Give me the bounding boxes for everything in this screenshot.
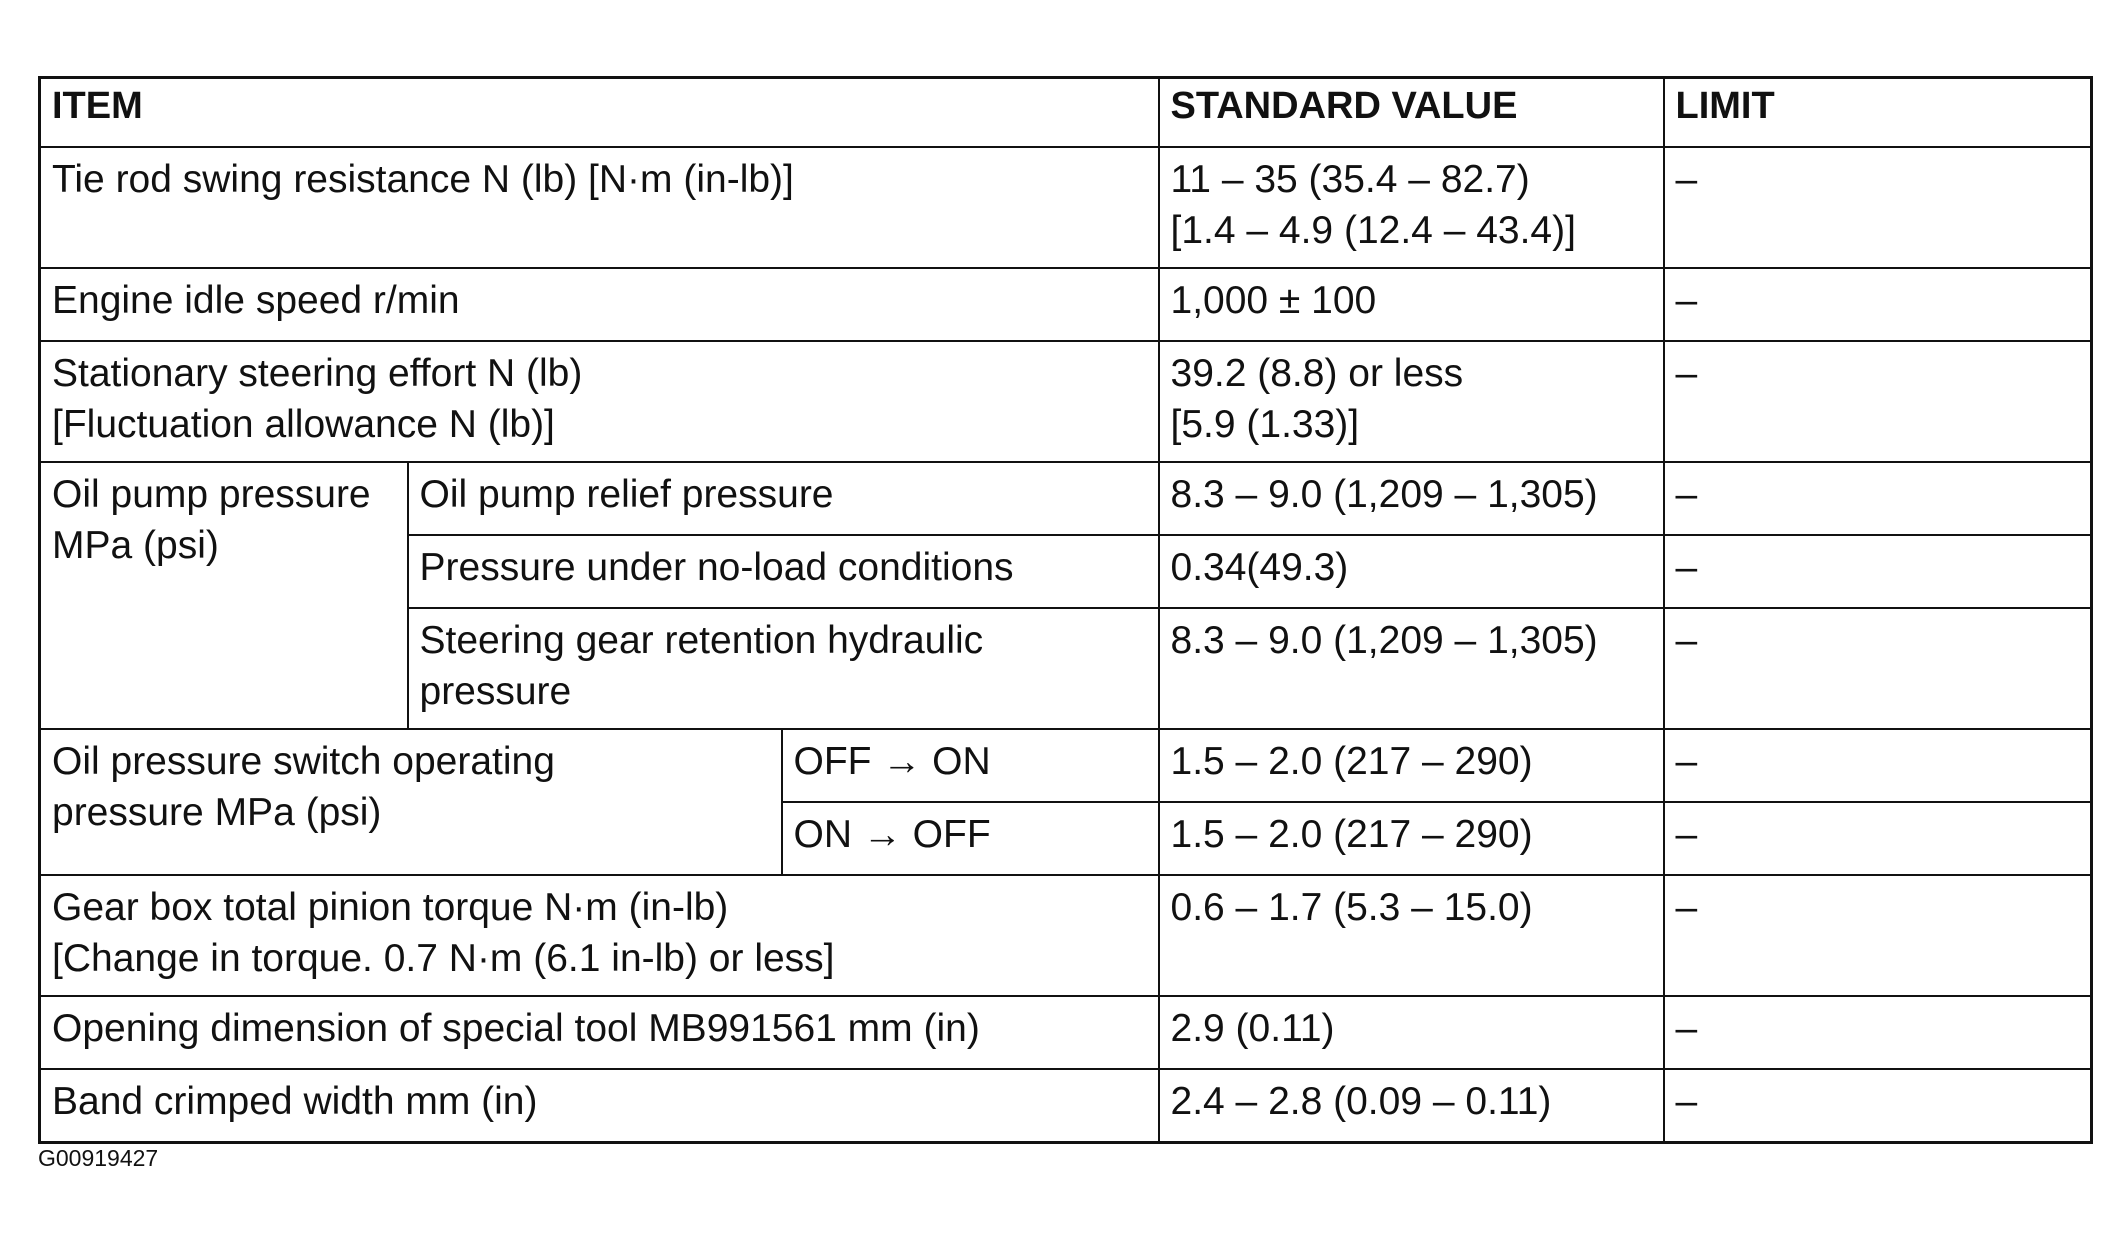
item-text: Stationary steering effort N (lb) [52,352,583,395]
table-row [40,729,2092,802]
limit-text: – [1675,473,1698,516]
group-cell-oil-switch [40,729,782,875]
limit-cell [1664,608,2092,729]
table-row [40,875,2092,996]
limit-cell [1664,996,2092,1069]
item-cell: Opening dimension of special tool MB991561 mm (in) [40,996,1159,1069]
standard-value-cell: 8.3 – 9.0 (1,209 – 1,305) [1159,462,1664,535]
sub-item-cell [408,608,1159,729]
figure-code: G00919427 [38,1145,159,1171]
table-row [40,1069,2092,1143]
header-row [40,78,2092,148]
table-row [40,341,2092,462]
item-cell [40,875,1159,996]
table-row [40,996,2092,1069]
item-text: [Change in torque. 0.7 N·m (6.1 in-lb) or less] [52,937,835,980]
item-cell [40,147,1159,268]
standard-value-cell: 1.5 – 2.0 (217 – 290) [1159,729,1664,802]
item-cell: Engine idle speed r/min [40,268,1159,341]
standard-value-cell: 0.34(49.3) [1159,535,1664,608]
value-text: 11 – 35 (35.4 – 82.7) [1170,158,1530,201]
item-text: [Fluctuation allowance N (lb)] [52,403,555,446]
header-standard-value: STANDARD VALUE [1159,78,1664,148]
limit-text: – [1675,1007,1698,1050]
sub-item-text: Steering gear retention hydraulic [419,619,984,662]
group-text: MPa (psi) [52,524,219,567]
group-text: pressure MPa (psi) [52,791,382,834]
sub-item-cell: Oil pump relief pressure [408,462,1159,535]
limit-text: – [1675,619,1698,662]
standard-value-cell: 2.9 (0.11) [1159,996,1664,1069]
table-row [40,268,2092,341]
limit-cell [1664,535,2092,608]
sub-item-cell: ON → OFF [782,802,1159,875]
limit-text: – [1675,158,1698,201]
table-row [40,462,2092,535]
item-cell: Band crimped width mm (in) [40,1069,1159,1143]
group-text: Oil pump pressure [52,473,371,516]
standard-value-cell [1159,147,1664,268]
sub-item-text: pressure [419,670,572,713]
limit-text: – [1675,886,1698,929]
limit-cell [1664,341,2092,462]
value-text: 39.2 (8.8) or less [1170,352,1464,395]
limit-cell [1664,462,2092,535]
specification-table [38,76,2093,1144]
header-limit: LIMIT [1664,78,2092,148]
limit-text: – [1675,1080,1698,1123]
limit-text: – [1675,740,1698,783]
table-row [40,147,2092,268]
limit-text: – [1675,279,1698,322]
standard-value-cell: 1.5 – 2.0 (217 – 290) [1159,802,1664,875]
group-cell-oil-pump [40,462,408,729]
limit-cell [1664,802,2092,875]
limit-cell [1664,1069,2092,1143]
value-text: [1.4 – 4.9 (12.4 – 43.4)] [1170,209,1576,252]
standard-value-cell [1159,341,1664,462]
limit-cell [1664,268,2092,341]
sub-item-cell: OFF → ON [782,729,1159,802]
limit-text: – [1675,546,1698,589]
standard-value-cell: 1,000 ± 100 [1159,268,1664,341]
standard-value-cell: 0.6 – 1.7 (5.3 – 15.0) [1159,875,1664,996]
item-text: Gear box total pinion torque N·m (in-lb) [52,886,729,929]
limit-cell [1664,729,2092,802]
limit-text: – [1675,352,1698,395]
limit-text: – [1675,813,1698,856]
value-text: [5.9 (1.33)] [1170,403,1360,446]
standard-value-cell: 8.3 – 9.0 (1,209 – 1,305) [1159,608,1664,729]
item-text: Tie rod swing resistance N (lb) [N·m (in-lb)] [52,158,794,201]
sub-item-cell: Pressure under no-load conditions [408,535,1159,608]
header-item: ITEM [40,78,1159,148]
item-cell [40,341,1159,462]
group-text: Oil pressure switch operating [52,740,555,783]
limit-cell [1664,875,2092,996]
limit-cell [1664,147,2092,268]
standard-value-cell: 2.4 – 2.8 (0.09 – 0.11) [1159,1069,1664,1143]
